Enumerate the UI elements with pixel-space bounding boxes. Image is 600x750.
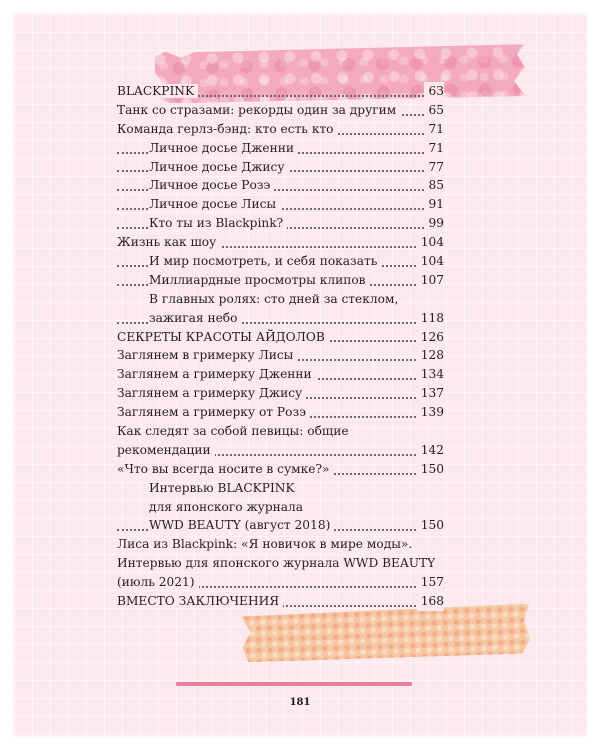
toc-entry-page: 157 — [417, 573, 444, 592]
toc-entry-title: «Что вы всегда носите в сумке?» — [117, 462, 333, 476]
footer-rule — [176, 682, 412, 686]
toc-entry-page: 150 — [417, 516, 444, 535]
toc-entry[interactable] — [117, 384, 444, 403]
toc-entry[interactable] — [117, 573, 444, 592]
toc-entry-page: 99 — [424, 214, 444, 233]
toc-entry[interactable] — [117, 271, 444, 290]
toc-entry-title: Заглянем а гримерку от Розэ — [117, 405, 310, 419]
toc-entry[interactable] — [117, 158, 444, 177]
toc-entry-title: Танк со стразами: рекорды один за другим — [117, 103, 400, 117]
table-of-contents — [117, 82, 444, 611]
toc-entry-page: 118 — [417, 309, 444, 328]
toc-entry-line: Как следят за собой певицы: общие — [117, 424, 349, 439]
toc-entry-line: для японского журнала — [149, 499, 304, 514]
toc-entry-title: Личное досье Джису — [149, 160, 289, 174]
toc-entry-title: СЕКРЕТЫ КРАСОТЫ АЙДОЛОВ — [117, 330, 329, 344]
toc-entry-title: Личное досье Лисы — [149, 197, 280, 211]
toc-entry-title: Жизнь как шоу — [117, 235, 220, 249]
toc-entry[interactable] — [117, 233, 444, 252]
toc-entry-page: 91 — [424, 195, 444, 214]
toc-entry[interactable] — [117, 346, 444, 365]
toc-entry-title: зажигая небо — [149, 311, 241, 325]
toc-entry-line: Интервью для японского журнала WWD BEAUTY — [117, 556, 436, 571]
toc-entry-title: BLACKPINK — [117, 84, 198, 98]
toc-entry-page: 71 — [424, 120, 444, 139]
toc-entry-title: (июль 2021) — [117, 575, 199, 589]
toc-entry-title: Команда герлз-бэнд: кто есть кто — [117, 122, 338, 136]
toc-entry[interactable] — [117, 403, 444, 422]
toc-entry-page: 77 — [424, 158, 444, 177]
toc-entry-page: 107 — [417, 271, 444, 290]
toc-entry[interactable] — [117, 101, 444, 120]
toc-entry[interactable] — [117, 365, 444, 384]
toc-entry-line: Лиса из Blackpink: «Я новичок в мире моды». — [117, 537, 413, 552]
toc-entry[interactable] — [117, 309, 444, 328]
toc-entry-page: 63 — [424, 82, 444, 101]
toc-entry-page: 142 — [417, 441, 444, 460]
toc-entry-page: 65 — [424, 101, 444, 120]
toc-entry-page: 134 — [417, 365, 444, 384]
toc-entry[interactable] — [117, 516, 444, 535]
toc-entry-title: ВМЕСТО ЗАКЛЮЧЕНИЯ — [117, 594, 283, 608]
toc-entry[interactable] — [117, 82, 444, 101]
toc-entry-title: Заглянем в гримерку Лисы — [117, 348, 297, 362]
toc-entry[interactable] — [117, 441, 444, 460]
toc-entry[interactable] — [117, 120, 444, 139]
toc-entry-title: И мир посмотреть, и себя показать — [149, 254, 381, 268]
toc-entry-title: Личное досье Розэ — [149, 178, 274, 192]
toc-entry-page: 128 — [417, 346, 444, 365]
toc-entry-page: 104 — [417, 233, 444, 252]
toc-entry[interactable] — [117, 592, 444, 611]
toc-entry[interactable] — [117, 460, 444, 479]
toc-entry-page: 168 — [417, 592, 444, 611]
toc-entry-title: Личное досье Дженни — [149, 141, 298, 155]
toc-entry[interactable] — [117, 139, 444, 158]
toc-entry-page: 126 — [417, 328, 444, 347]
toc-entry-title: Заглянем а гримерку Джису — [117, 386, 306, 400]
toc-entry[interactable] — [117, 195, 444, 214]
toc-entry[interactable] — [117, 176, 444, 195]
toc-entry-page: 71 — [424, 139, 444, 158]
toc-entry-line: В главных ролях: сто дней за стеклом, — [149, 291, 399, 306]
page-number: 181 — [289, 697, 311, 708]
toc-entry-title: Заглянем а гримерку Дженни — [117, 367, 316, 381]
toc-entry-line: Интервью BLACKPINK — [149, 480, 295, 495]
toc-entry-page: 150 — [417, 460, 444, 479]
toc-entry-title: Миллиардные просмотры клипов — [149, 273, 370, 287]
toc-entry-page: 85 — [424, 176, 444, 195]
toc-entry[interactable] — [117, 252, 444, 271]
toc-entry-page: 139 — [417, 403, 444, 422]
toc-entry-page: 104 — [417, 252, 444, 271]
toc-entry-title: Кто ты из Blackpink? — [149, 216, 287, 230]
toc-entry-title: рекомендации — [117, 443, 215, 457]
toc-entry[interactable] — [117, 328, 444, 347]
toc-entry[interactable] — [117, 214, 444, 233]
toc-entry-title: WWD BEAUTY (август 2018) — [149, 518, 334, 532]
toc-entry-page: 137 — [417, 384, 444, 403]
